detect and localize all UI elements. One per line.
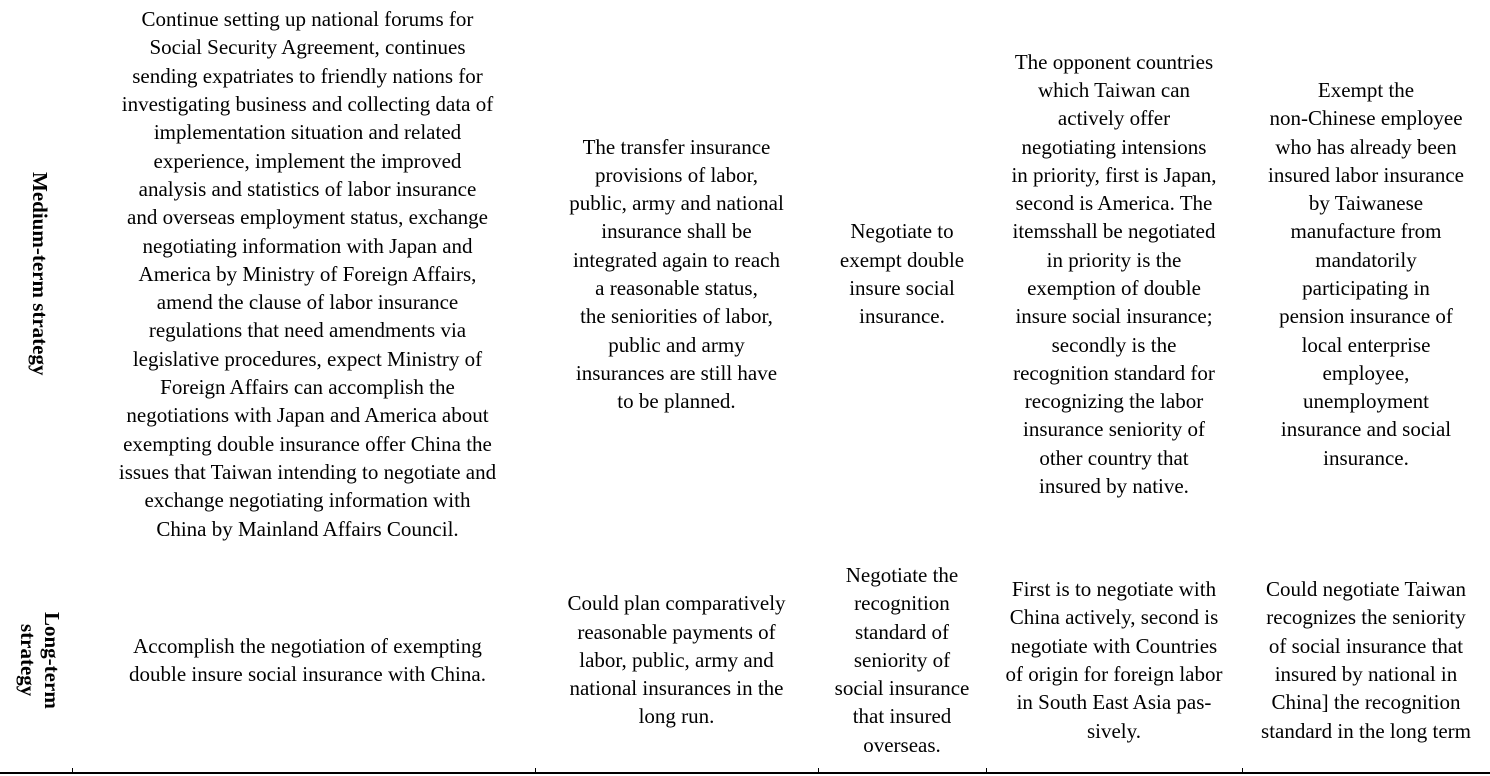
countries-cell [986, 0, 1242, 548]
negotiate-text: Negotiate the recognition standard of seniority of social insurance that insured overseas. [834, 562, 970, 757]
row-label-cell [0, 548, 80, 772]
table-row-long-term [0, 548, 1490, 772]
column-tick [535, 768, 536, 774]
insurance-text: The transfer insurance provisions of labor, public, army and national insurance shall be integrated again to reach a reasonable status, the seniorities of labor, public and army insurances are still have to be planned. [569, 134, 784, 414]
plan-cell [80, 548, 535, 772]
negotiate-cell [818, 0, 986, 548]
countries-cell [986, 548, 1242, 772]
column-tick [1242, 768, 1243, 774]
plan-text: Continue setting up national forums for Social Security Agreement, continues sending expatriates to friendly nations for investigating business and collecting data of implementation situation and related experience, implement the improved analysis and statistics of labor insurance and overseas employment status, exchange negotiating information with Japan and America by Ministry of Foreign Affairs, amend the clause of labor insurance regulations that need amendments via legislative procedures, expect Ministry of Foreign Affairs can accomplish the negotiations with Japan and America about exempting double insurance offer China the issues that Taiwan intending to negotiate and exchange negotiating information with China by Mainland Affairs Council. [118, 7, 497, 541]
column-tick [818, 768, 819, 774]
negotiate-text: Negotiate to exempt double insure social insurance. [839, 219, 965, 329]
plan-text: Accomplish the negotiation of exempting double insure social insurance with China. [129, 633, 486, 686]
row-label: Medium-term strategy [28, 172, 52, 376]
exempt-text: Exempt the non-Chinese employee who has already been insured labor insurance by Taiwanese manufacture from mandatorily participating in pension insurance of local enterprise employee, unemployment insurance and social insurance. [1268, 77, 1464, 470]
column-tick [986, 768, 987, 774]
table-bottom-rule [0, 772, 1490, 774]
exempt-cell [1242, 0, 1490, 548]
row-label: Long-term strategy [16, 611, 64, 709]
row-label-cell [0, 0, 80, 548]
column-tick [72, 768, 73, 774]
insurance-cell [535, 548, 818, 772]
negotiate-cell [818, 548, 986, 772]
plan-cell [80, 0, 535, 548]
insurance-text: Could plan comparatively reasonable payments of labor, public, army and national insurances in the long run. [567, 591, 786, 729]
exempt-cell [1242, 548, 1490, 772]
countries-text: First is to negotiate with China actively, second is negotiate with Countries of origin for foreign labor in South East Asia pas- sively. [1005, 577, 1223, 743]
insurance-cell [535, 0, 818, 548]
exempt-text: Could negotiate Taiwan recognizes the seniority of social insurance that insured by national in China] the recognition standard in the long term [1261, 577, 1471, 743]
countries-text: The opponent countries which Taiwan can actively offer negotiating intensions in priority, first is Japan, second is America. The itemsshall be negotiated in priority is the exemption of double insure social insurance; secondly is the recognition standard for recognizing the labor insurance seniority of other country that insured by native. [1011, 49, 1217, 499]
